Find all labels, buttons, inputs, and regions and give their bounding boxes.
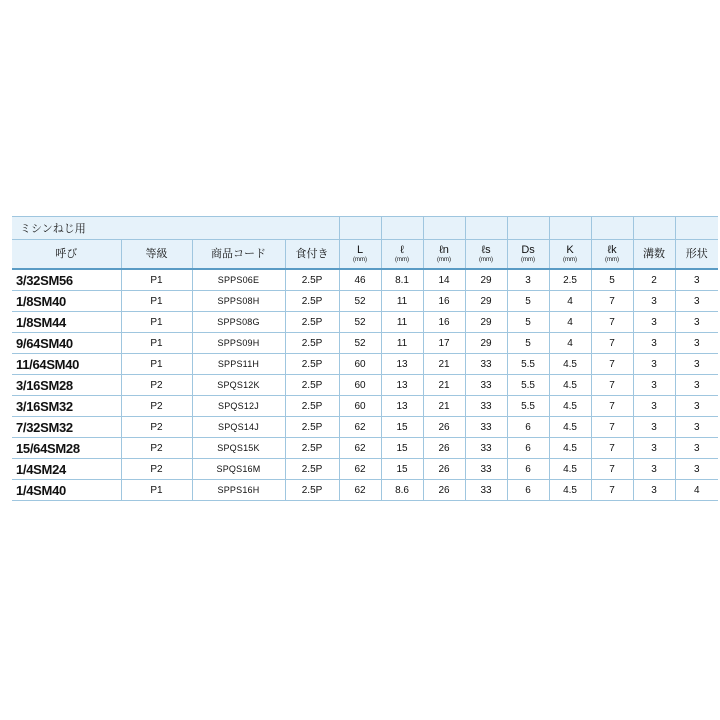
title-spacer-cell [633,217,675,240]
title-spacer-cell [381,217,423,240]
table-cell: 13 [381,375,423,396]
table-title: ミシンねじ用 [12,217,339,240]
product-code-cell: SPQS14J [192,417,285,438]
table-cell: 5 [507,333,549,354]
table-row [12,480,718,501]
table-row [12,438,718,459]
product-code-cell: SPQS16M [192,459,285,480]
table-row [12,354,718,375]
table-cell: 3 [633,417,675,438]
column-header-unit: (mm) [563,257,578,263]
table-cell: 17 [423,333,465,354]
table-cell: 11 [381,312,423,333]
table-cell: 2.5P [285,396,339,417]
table-cell: 4.5 [549,459,591,480]
table-cell: P1 [121,312,192,333]
table-cell: 5 [591,269,633,291]
table-cell: 62 [339,417,381,438]
size-designation-cell: 1/8SM44 [12,312,121,333]
table-cell: 7 [591,312,633,333]
table-cell: P2 [121,375,192,396]
table-cell: 6 [507,459,549,480]
table-cell: 13 [381,354,423,375]
column-header-label: K [566,244,574,256]
column-header [591,240,633,270]
column-header-label: 呼び [55,248,78,260]
column-header [507,240,549,270]
table-cell: 3 [675,354,718,375]
table-cell: 29 [465,291,507,312]
size-designation-cell: 7/32SM32 [12,417,121,438]
table-cell: 2 [633,269,675,291]
column-header-label: 溝数 [643,248,666,260]
table-cell: 7 [591,396,633,417]
table-cell: 3 [675,333,718,354]
table-cell: 3 [633,459,675,480]
product-code-cell: SPPS06E [192,269,285,291]
table-cell: 4 [549,333,591,354]
table-cell: 3 [633,291,675,312]
table-cell: 2.5P [285,291,339,312]
table-cell: 33 [465,459,507,480]
table-cell: 7 [591,480,633,501]
table-cell: 2.5P [285,459,339,480]
table-cell: P1 [121,269,192,291]
table-cell: 46 [339,269,381,291]
table-cell: 26 [423,480,465,501]
table-row [12,291,718,312]
product-code-cell: SPPS11H [192,354,285,375]
size-designation-cell: 15/64SM28 [12,438,121,459]
table-cell: 4 [549,312,591,333]
table-cell: 52 [339,333,381,354]
table-cell: 4 [675,480,718,501]
table-cell: 5 [507,291,549,312]
column-header-label: ℓn [439,244,449,256]
table-cell: 62 [339,438,381,459]
table-cell: 33 [465,438,507,459]
size-designation-cell: 3/32SM56 [12,269,121,291]
table-cell: P2 [121,438,192,459]
table-cell: 29 [465,312,507,333]
table-cell: 8.6 [381,480,423,501]
title-spacer-cell [339,217,381,240]
table-cell: 26 [423,438,465,459]
table-cell: 29 [465,333,507,354]
table-cell: P2 [121,459,192,480]
table-row [12,396,718,417]
table-cell: 21 [423,375,465,396]
table-cell: P2 [121,417,192,438]
table-cell: 60 [339,375,381,396]
column-header [465,240,507,270]
column-header-label: ℓ [400,244,404,256]
column-header-row [12,240,718,270]
column-header [121,240,192,270]
column-header-label: L [356,244,364,256]
size-designation-cell: 1/4SM24 [12,459,121,480]
table-row [12,333,718,354]
table-cell: 5 [507,312,549,333]
product-code-cell: SPPS09H [192,333,285,354]
table-row [12,375,718,396]
table-cell: 6 [507,417,549,438]
column-header-label: 等級 [145,248,168,260]
column-header-label: 形状 [685,248,708,260]
table-cell: 3 [507,269,549,291]
table-cell: 15 [381,459,423,480]
table-cell: 60 [339,354,381,375]
product-code-cell: SPPS08G [192,312,285,333]
table-cell: 13 [381,396,423,417]
table-cell: 3 [633,312,675,333]
table-cell: 3 [675,417,718,438]
size-designation-cell: 1/8SM40 [12,291,121,312]
table-cell: 16 [423,312,465,333]
column-header-label: ℓs [481,244,491,256]
table-cell: 16 [423,291,465,312]
table-cell: 2.5P [285,480,339,501]
column-header-unit: (mm) [353,257,368,263]
title-spacer-cell [507,217,549,240]
table-cell: 5.5 [507,375,549,396]
table-cell: 7 [591,417,633,438]
column-header [285,240,339,270]
table-cell: P1 [121,480,192,501]
column-header-unit: (mm) [521,257,536,263]
size-designation-cell: 1/4SM40 [12,480,121,501]
table-cell: 15 [381,417,423,438]
table-cell: 3 [633,396,675,417]
table-cell: 33 [465,417,507,438]
column-header [549,240,591,270]
product-code-cell: SPQS12J [192,396,285,417]
table-cell: 2.5P [285,375,339,396]
table-cell: 33 [465,354,507,375]
table-cell: 21 [423,396,465,417]
column-header-unit: (mm) [605,257,620,263]
table-title-row [12,217,718,240]
table-cell: 4.5 [549,480,591,501]
table-cell: 4.5 [549,354,591,375]
table-cell: 52 [339,291,381,312]
table-cell: 3 [633,354,675,375]
table-cell: 3 [675,269,718,291]
column-header-unit: (mm) [479,257,494,263]
table-cell: 5.5 [507,396,549,417]
column-header [381,240,423,270]
column-header [192,240,285,270]
table-cell: 2.5P [285,333,339,354]
table-row [12,417,718,438]
table-cell: P1 [121,291,192,312]
title-spacer-cell [423,217,465,240]
table-cell: 4.5 [549,417,591,438]
table-cell: 5.5 [507,354,549,375]
table-cell: 3 [675,291,718,312]
table-cell: 7 [591,333,633,354]
column-header [423,240,465,270]
table-cell: 7 [591,459,633,480]
table-cell: 3 [633,333,675,354]
column-header-label: 食付き [295,248,329,260]
table-cell: 3 [675,312,718,333]
table-cell: 3 [675,459,718,480]
size-designation-cell: 3/16SM28 [12,375,121,396]
title-spacer-cell [591,217,633,240]
tap-spec-table [12,216,718,501]
table-cell: 3 [633,375,675,396]
table-cell: 2.5P [285,269,339,291]
table-cell: 2.5P [285,354,339,375]
table-body [12,269,718,501]
table-cell: 29 [465,269,507,291]
table-cell: 4.5 [549,396,591,417]
column-header [339,240,381,270]
spec-table-container [12,216,708,501]
table-cell: 7 [591,375,633,396]
table-cell: 33 [465,375,507,396]
product-code-cell: SPPS08H [192,291,285,312]
column-header [675,240,718,270]
table-cell: 2.5P [285,312,339,333]
table-cell: 15 [381,438,423,459]
table-cell: 60 [339,396,381,417]
product-code-cell: SPQS15K [192,438,285,459]
title-spacer-cell [549,217,591,240]
table-cell: 52 [339,312,381,333]
table-cell: 21 [423,354,465,375]
table-cell: P1 [121,333,192,354]
table-cell: 7 [591,354,633,375]
table-cell: 7 [591,438,633,459]
column-header-label: Ds [521,244,535,256]
table-cell: 11 [381,333,423,354]
table-cell: 11 [381,291,423,312]
table-cell: P1 [121,354,192,375]
table-cell: 2.5P [285,438,339,459]
table-cell: 2.5 [549,269,591,291]
table-cell: 4.5 [549,438,591,459]
table-cell: 6 [507,480,549,501]
size-designation-cell: 3/16SM32 [12,396,121,417]
product-code-cell: SPQS12K [192,375,285,396]
table-cell: 33 [465,480,507,501]
table-cell: 2.5P [285,417,339,438]
column-header-unit: (mm) [395,257,410,263]
column-header [633,240,675,270]
table-cell: 3 [675,396,718,417]
table-cell: 62 [339,459,381,480]
table-row [12,269,718,291]
size-designation-cell: 11/64SM40 [12,354,121,375]
table-cell: 33 [465,396,507,417]
column-header-unit: (mm) [437,257,452,263]
table-cell: 3 [633,480,675,501]
table-cell: 3 [633,438,675,459]
table-cell: 7 [591,291,633,312]
table-cell: 14 [423,269,465,291]
table-row [12,459,718,480]
table-cell: 62 [339,480,381,501]
table-cell: 3 [675,438,718,459]
column-header-label: ℓk [607,244,617,256]
column-header [12,240,121,270]
table-cell: 26 [423,459,465,480]
title-spacer-cell [465,217,507,240]
table-cell: P2 [121,396,192,417]
table-cell: 8.1 [381,269,423,291]
column-header-label: 商品コード [211,248,266,260]
table-cell: 4 [549,291,591,312]
product-code-cell: SPPS16H [192,480,285,501]
table-row [12,312,718,333]
table-cell: 6 [507,438,549,459]
table-cell: 26 [423,417,465,438]
title-spacer-cell [675,217,718,240]
table-cell: 4.5 [549,375,591,396]
table-cell: 3 [675,375,718,396]
size-designation-cell: 9/64SM40 [12,333,121,354]
